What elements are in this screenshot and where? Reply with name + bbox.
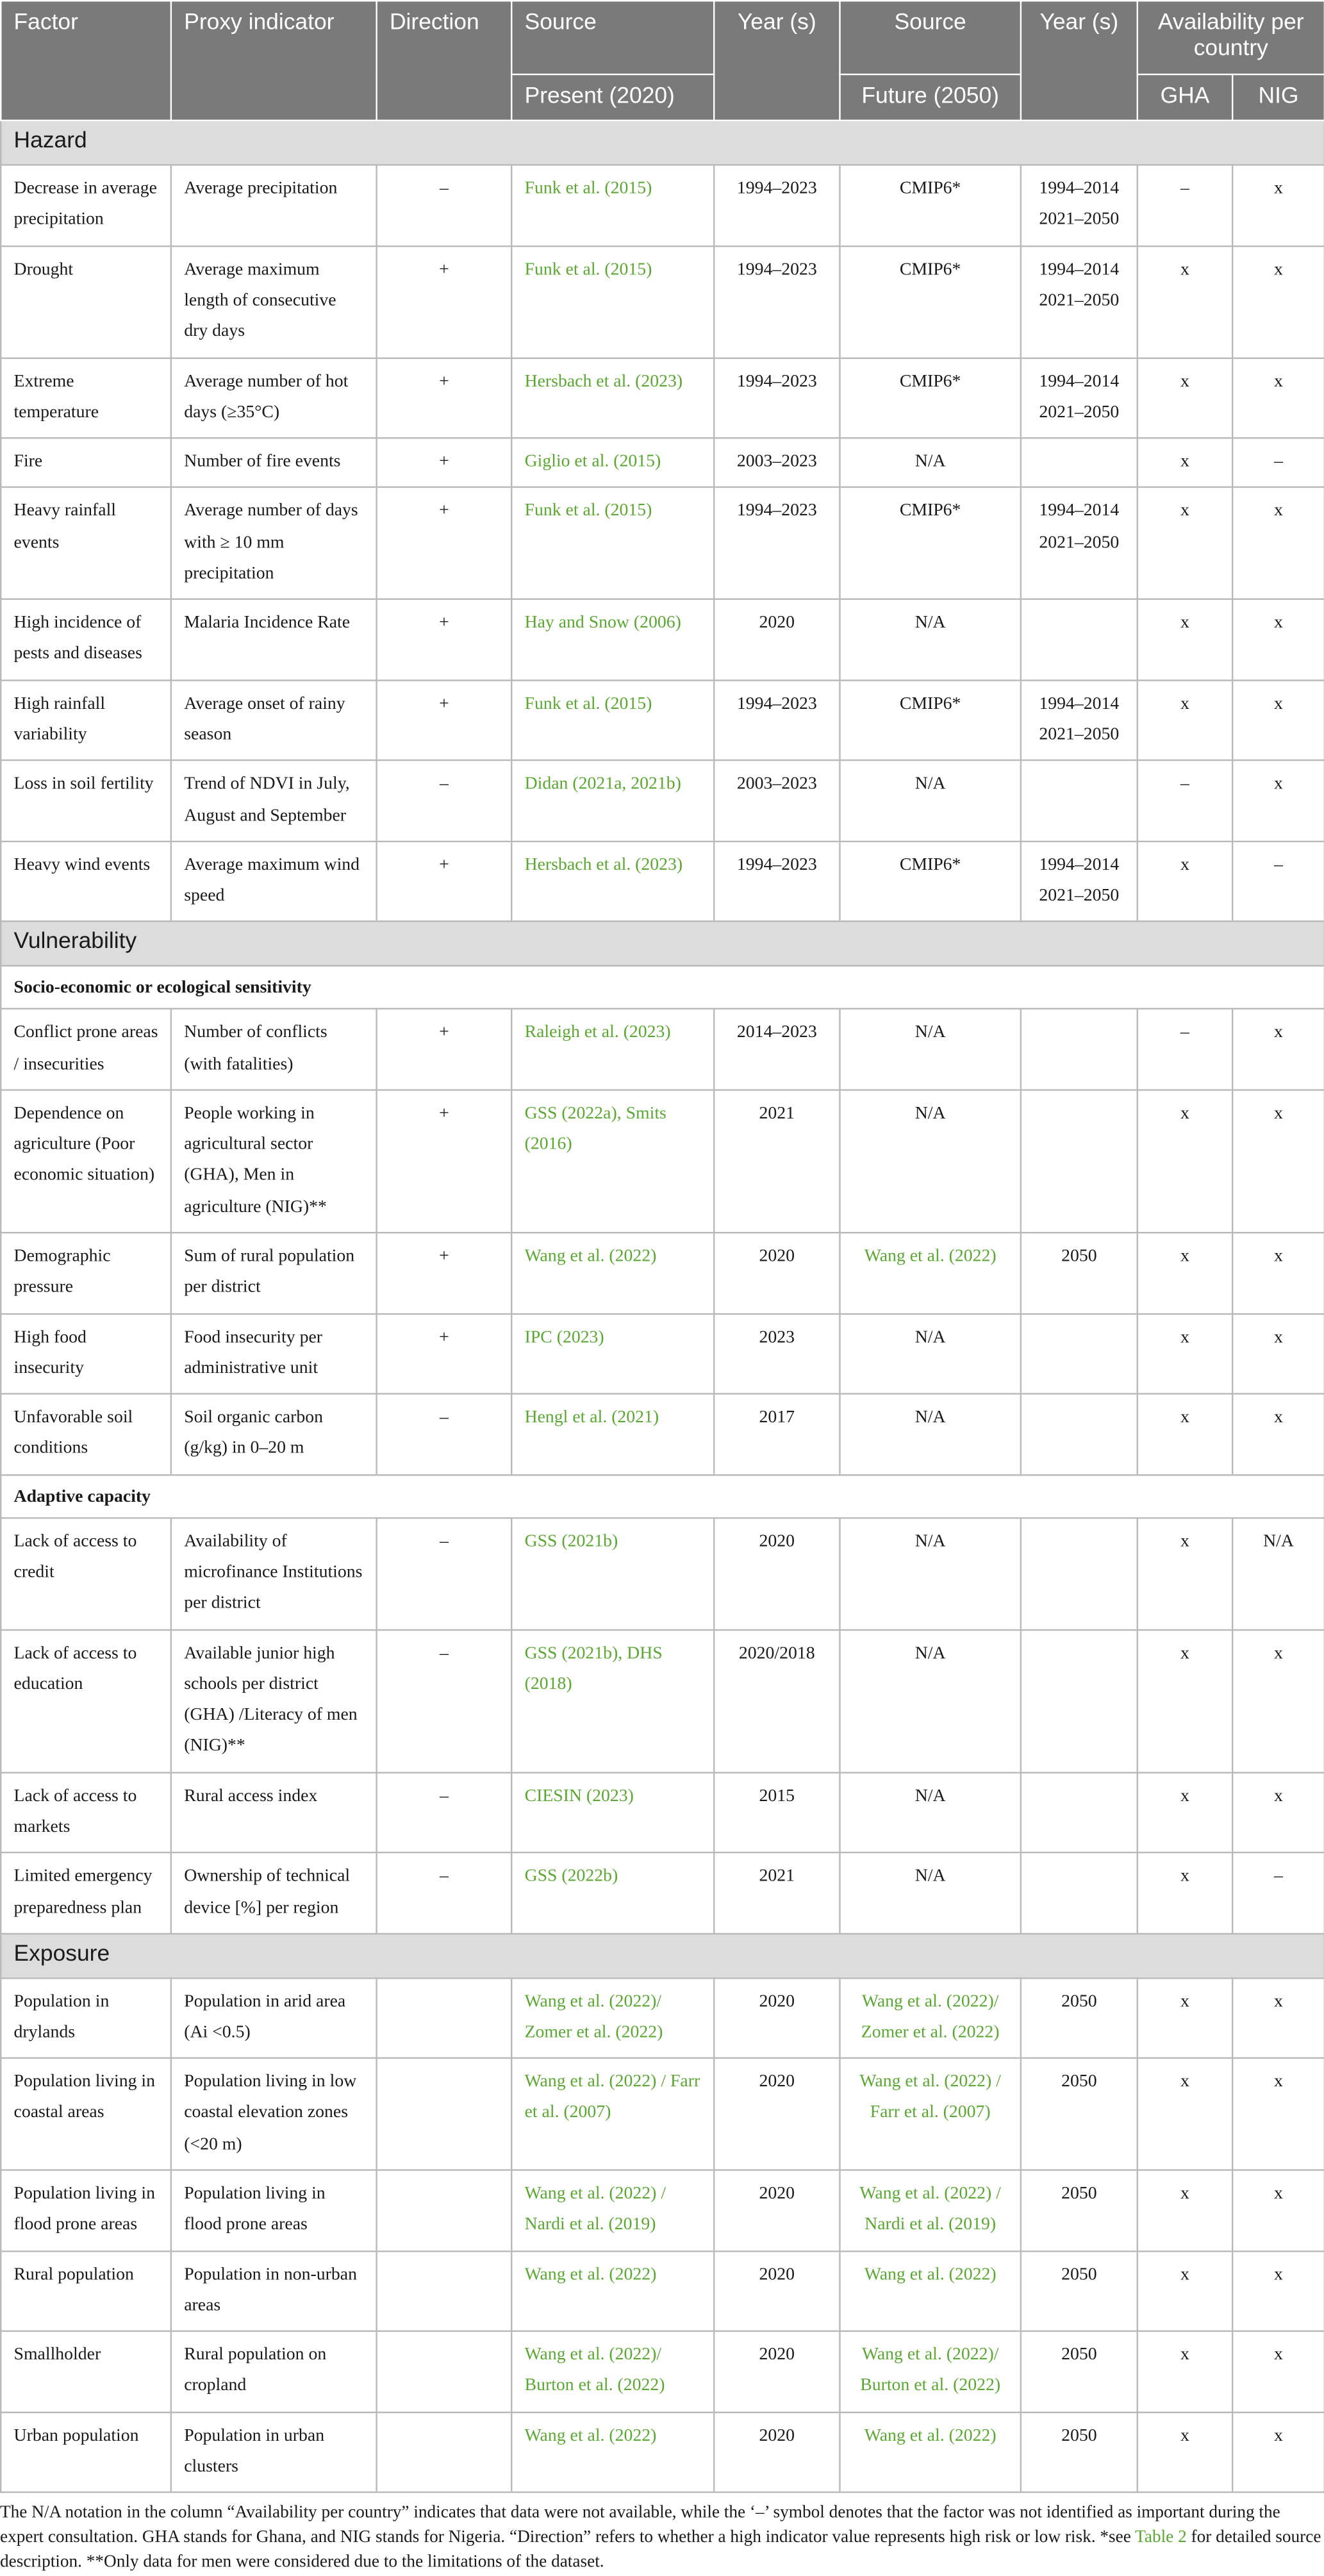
cell-nig: x [1232, 680, 1324, 761]
header-proxy: Proxy indicator [171, 1, 377, 121]
cell-source-future: N/A [840, 1629, 1020, 1772]
cell-nig: x [1232, 1394, 1324, 1475]
cell-source-present: Wang et al. (2022)/ Burton et al. (2022) [511, 2331, 714, 2412]
cell-nig: x [1232, 1629, 1324, 1772]
header-year-future: Year (s) [1021, 1, 1138, 121]
cell-year-present: 1994–2023 [714, 165, 840, 246]
cell-proxy: Population in urban clusters [171, 2412, 377, 2493]
cell-proxy: Trend of NDVI in July, August and September [171, 761, 377, 842]
subsection-row [1, 1474, 1324, 1517]
table-row [1, 1977, 1324, 2058]
cell-source-future: CMIP6* [840, 165, 1020, 246]
cell-nig: x [1232, 2058, 1324, 2170]
cell-nig: x [1232, 1090, 1324, 1233]
cell-source-future: N/A [840, 1313, 1020, 1394]
footnote-text: The N/A notation in the column “Availability per country” indicates that data were not available, while the ‘–’ symbol denotes that the factor was not identified as important during the expert consultation. GHA stands for Ghana, and NIG stands for Nigeria. “Direction” refers to whether a high indicator value represents high risk or low risk. *see [0, 2504, 1280, 2547]
cell-factor: Heavy rainfall events [1, 488, 171, 599]
cell-source-present: Didan (2021a, 2021b) [511, 761, 714, 842]
table-header [1, 1, 1324, 121]
header-year-present: Year (s) [714, 1, 840, 121]
cell-factor: Conflict prone areas / insecurities [1, 1009, 171, 1090]
cell-gha: x [1138, 358, 1232, 438]
cell-factor: Unfavorable soil conditions [1, 1394, 171, 1475]
cell-year-present: 2021 [714, 1090, 840, 1233]
cell-nig: x [1232, 165, 1324, 246]
cell-proxy: Population living in flood prone areas [171, 2170, 377, 2250]
cell-year-future: 1994–2014 2021–2050 [1021, 842, 1138, 922]
cell-direction: – [377, 1629, 512, 1772]
table-row [1, 2250, 1324, 2331]
cell-year-future: 2050 [1021, 2058, 1138, 2170]
cell-year-present: 2021 [714, 1853, 840, 1934]
cell-source-present: Wang et al. (2022) / Nardi et al. (2019) [511, 2170, 714, 2250]
section-row [1, 922, 1324, 966]
cell-proxy: Average maximum length of consecutive dry days [171, 245, 377, 357]
cell-factor: Population living in coastal areas [1, 2058, 171, 2170]
cell-direction: – [377, 1518, 512, 1629]
cell-nig: x [1232, 245, 1324, 357]
cell-year-present: 2020 [714, 2250, 840, 2331]
table-row [1, 680, 1324, 761]
table-row [1, 761, 1324, 842]
cell-year-present: 2020 [714, 1518, 840, 1629]
cell-year-future [1021, 599, 1138, 680]
cell-proxy: Average number of days with ≥ 10 mm precipitation [171, 488, 377, 599]
table-row [1, 1629, 1324, 1772]
cell-year-future [1021, 1772, 1138, 1853]
subsection-row [1, 966, 1324, 1009]
cell-year-future [1021, 1313, 1138, 1394]
cell-source-future: Wang et al. (2022)/ Burton et al. (2022) [840, 2331, 1020, 2412]
cell-gha: x [1138, 2170, 1232, 2250]
cell-year-present: 2014–2023 [714, 1009, 840, 1090]
cell-year-present: 2023 [714, 1313, 840, 1394]
subsection-title: Socio-economic or ecological sensitivity [1, 966, 1324, 1009]
cell-source-present: Hengl et al. (2021) [511, 1394, 714, 1475]
cell-proxy: Average number of hot days (≥35°C) [171, 358, 377, 438]
cell-source-future: CMIP6* [840, 358, 1020, 438]
cell-nig: x [1232, 2170, 1324, 2250]
footnote-text-end: for detailed source description. **Only data for men were considered due to the limitations of the dataset. [0, 2528, 1321, 2572]
cell-year-present: 2003–2023 [714, 761, 840, 842]
cell-gha: x [1138, 680, 1232, 761]
cell-nig: x [1232, 1772, 1324, 1853]
cell-direction: + [377, 438, 512, 488]
cell-source-future: N/A [840, 599, 1020, 680]
cell-proxy: Availability of microfinance Institutions per district [171, 1518, 377, 1629]
cell-nig: x [1232, 1313, 1324, 1394]
cell-proxy: Sum of rural population per district [171, 1233, 377, 1313]
cell-factor: Lack of access to markets [1, 1772, 171, 1853]
cell-factor: High food insecurity [1, 1313, 171, 1394]
cell-source-present: Hay and Snow (2006) [511, 599, 714, 680]
table-row [1, 1518, 1324, 1629]
table-row [1, 1090, 1324, 1233]
cell-nig: x [1232, 1009, 1324, 1090]
cell-gha: x [1138, 2331, 1232, 2412]
cell-nig: x [1232, 2331, 1324, 2412]
cell-year-present: 2020 [714, 599, 840, 680]
cell-year-future: 2050 [1021, 1233, 1138, 1313]
cell-source-future: N/A [840, 1772, 1020, 1853]
cell-source-present: Wang et al. (2022)/ Zomer et al. (2022) [511, 1977, 714, 2058]
cell-year-future [1021, 1090, 1138, 1233]
cell-gha: x [1138, 599, 1232, 680]
cell-direction: + [377, 358, 512, 438]
cell-factor: Population in drylands [1, 1977, 171, 2058]
cell-year-future [1021, 1629, 1138, 1772]
cell-year-present: 2020 [714, 1977, 840, 2058]
cell-source-future: CMIP6* [840, 680, 1020, 761]
cell-source-present: GSS (2022a), Smits (2016) [511, 1090, 714, 1233]
cell-year-future [1021, 1518, 1138, 1629]
cell-factor: High rainfall variability [1, 680, 171, 761]
header-availability: Availability per country [1138, 1, 1324, 74]
cell-proxy: People working in agricultural sector (GHA), Men in agriculture (NIG)** [171, 1090, 377, 1233]
cell-gha: x [1138, 1977, 1232, 2058]
cell-nig: x [1232, 358, 1324, 438]
cell-year-present: 1994–2023 [714, 842, 840, 922]
table-row [1, 1313, 1324, 1394]
cell-gha: x [1138, 1853, 1232, 1934]
header-source-present: Source [511, 1, 714, 74]
header-gha: GHA [1138, 74, 1232, 121]
cell-year-future: 2050 [1021, 2331, 1138, 2412]
cell-source-present: GSS (2021b) [511, 1518, 714, 1629]
cell-direction: + [377, 1090, 512, 1233]
cell-source-future: Wang et al. (2022) / Farr et al. (2007) [840, 2058, 1020, 2170]
cell-direction: + [377, 599, 512, 680]
cell-source-present: Hersbach et al. (2023) [511, 358, 714, 438]
cell-factor: Lack of access to education [1, 1629, 171, 1772]
cell-direction: + [377, 1233, 512, 1313]
cell-nig: x [1232, 599, 1324, 680]
table-row [1, 1394, 1324, 1475]
cell-factor: Limited emergency preparedness plan [1, 1853, 171, 1934]
cell-factor: Demographic pressure [1, 1233, 171, 1313]
cell-source-present: CIESIN (2023) [511, 1772, 714, 1853]
cell-gha: x [1138, 2250, 1232, 2331]
table-body [1, 121, 1324, 2493]
cell-direction: – [377, 761, 512, 842]
cell-gha: – [1138, 761, 1232, 842]
cell-source-present: Wang et al. (2022) [511, 2412, 714, 2493]
cell-year-future: 2050 [1021, 1977, 1138, 2058]
section-title: Vulnerability [1, 922, 1324, 966]
cell-factor: Drought [1, 245, 171, 357]
cell-source-present: Raleigh et al. (2023) [511, 1009, 714, 1090]
cell-gha: x [1138, 438, 1232, 488]
cell-source-future: Wang et al. (2022) [840, 2412, 1020, 2493]
footnote-table-link[interactable]: Table 2 [1135, 2528, 1187, 2547]
cell-direction: + [377, 1313, 512, 1394]
cell-year-future: 1994–2014 2021–2050 [1021, 680, 1138, 761]
cell-nig: – [1232, 438, 1324, 488]
cell-year-present: 1994–2023 [714, 680, 840, 761]
table-row [1, 1853, 1324, 1934]
cell-source-present: Wang et al. (2022) [511, 1233, 714, 1313]
cell-year-future: 2050 [1021, 2412, 1138, 2493]
cell-year-present: 1994–2023 [714, 358, 840, 438]
cell-direction [377, 2412, 512, 2493]
cell-source-future: Wang et al. (2022)/ Zomer et al. (2022) [840, 1977, 1020, 2058]
cell-year-present: 1994–2023 [714, 245, 840, 357]
cell-gha: x [1138, 1313, 1232, 1394]
cell-source-present: Funk et al. (2015) [511, 488, 714, 599]
header-source-future: Source [840, 1, 1020, 74]
cell-year-present: 2020/2018 [714, 1629, 840, 1772]
cell-proxy: Ownership of technical device [%] per region [171, 1853, 377, 1934]
cell-direction [377, 2331, 512, 2412]
cell-direction [377, 2058, 512, 2170]
table-row [1, 358, 1324, 438]
table-row [1, 2170, 1324, 2250]
cell-source-present: Giglio et al. (2015) [511, 438, 714, 488]
cell-gha: – [1138, 165, 1232, 246]
cell-direction [377, 1977, 512, 2058]
cell-proxy: Average onset of rainy season [171, 680, 377, 761]
cell-gha: x [1138, 842, 1232, 922]
cell-proxy: Rural access index [171, 1772, 377, 1853]
cell-nig: x [1232, 2250, 1324, 2331]
table-row [1, 842, 1324, 922]
cell-source-future: Wang et al. (2022) [840, 1233, 1020, 1313]
table-row [1, 488, 1324, 599]
table-row [1, 245, 1324, 357]
cell-proxy: Number of conflicts (with fatalities) [171, 1009, 377, 1090]
cell-source-future: N/A [840, 1090, 1020, 1233]
cell-source-present: Wang et al. (2022) / Farr et al. (2007) [511, 2058, 714, 2170]
cell-direction: – [377, 1772, 512, 1853]
section-row [1, 121, 1324, 165]
cell-gha: x [1138, 2412, 1232, 2493]
cell-factor: Heavy wind events [1, 842, 171, 922]
cell-source-future: N/A [840, 1394, 1020, 1475]
cell-year-present: 1994–2023 [714, 488, 840, 599]
cell-factor: Rural population [1, 2250, 171, 2331]
header-present: Present (2020) [511, 74, 714, 121]
cell-year-future: 1994–2014 2021–2050 [1021, 245, 1138, 357]
cell-gha: x [1138, 1090, 1232, 1233]
cell-source-future: CMIP6* [840, 245, 1020, 357]
cell-year-future [1021, 1853, 1138, 1934]
cell-source-future: N/A [840, 1009, 1020, 1090]
cell-proxy: Average precipitation [171, 165, 377, 246]
table-row [1, 1233, 1324, 1313]
cell-year-future: 1994–2014 2021–2050 [1021, 165, 1138, 246]
cell-factor: High incidence of pests and diseases [1, 599, 171, 680]
cell-nig: x [1232, 1977, 1324, 2058]
cell-nig: x [1232, 2412, 1324, 2493]
cell-year-future: 2050 [1021, 2170, 1138, 2250]
cell-year-future [1021, 438, 1138, 488]
cell-year-present: 2003–2023 [714, 438, 840, 488]
cell-source-present: Wang et al. (2022) [511, 2250, 714, 2331]
cell-proxy: Population in non-urban areas [171, 2250, 377, 2331]
cell-source-present: GSS (2022b) [511, 1853, 714, 1934]
cell-year-present: 2015 [714, 1772, 840, 1853]
cell-nig: x [1232, 488, 1324, 599]
cell-source-future: N/A [840, 1853, 1020, 1934]
cell-source-present: GSS (2021b), DHS (2018) [511, 1629, 714, 1772]
cell-factor: Population living in flood prone areas [1, 2170, 171, 2250]
cell-direction [377, 2250, 512, 2331]
cell-source-future: N/A [840, 438, 1020, 488]
cell-proxy: Malaria Incidence Rate [171, 599, 377, 680]
section-row [1, 1934, 1324, 1978]
cell-source-future: CMIP6* [840, 842, 1020, 922]
table-row [1, 2058, 1324, 2170]
cell-source-present: Funk et al. (2015) [511, 165, 714, 246]
cell-factor: Fire [1, 438, 171, 488]
cell-gha: x [1138, 245, 1232, 357]
cell-proxy: Number of fire events [171, 438, 377, 488]
table-footnote [0, 2493, 1324, 2576]
cell-gha: x [1138, 2058, 1232, 2170]
cell-year-future [1021, 1394, 1138, 1475]
cell-source-future: Wang et al. (2022) [840, 2250, 1020, 2331]
cell-direction: + [377, 488, 512, 599]
cell-gha: x [1138, 1629, 1232, 1772]
cell-proxy: Population in arid area (Ai <0.5) [171, 1977, 377, 2058]
cell-year-present: 2020 [714, 2331, 840, 2412]
cell-direction: + [377, 1009, 512, 1090]
cell-factor: Urban population [1, 2412, 171, 2493]
cell-source-present: Funk et al. (2015) [511, 680, 714, 761]
table-row [1, 165, 1324, 246]
cell-year-present: 2020 [714, 1233, 840, 1313]
cell-proxy: Average maximum wind speed [171, 842, 377, 922]
cell-proxy: Soil organic carbon (g/kg) in 0–20 m [171, 1394, 377, 1475]
cell-factor: Lack of access to credit [1, 1518, 171, 1629]
cell-direction: + [377, 245, 512, 357]
cell-gha: x [1138, 488, 1232, 599]
cell-gha: x [1138, 1518, 1232, 1629]
cell-factor: Decrease in average precipitation [1, 165, 171, 246]
table-row [1, 2412, 1324, 2493]
header-future: Future (2050) [840, 74, 1020, 121]
cell-year-present: 2020 [714, 2058, 840, 2170]
cell-direction: – [377, 1853, 512, 1934]
cell-year-present: 2017 [714, 1394, 840, 1475]
cell-source-future: CMIP6* [840, 488, 1020, 599]
cell-gha: – [1138, 1009, 1232, 1090]
header-direction: Direction [377, 1, 512, 121]
cell-source-present: Hersbach et al. (2023) [511, 842, 714, 922]
cell-source-future: N/A [840, 761, 1020, 842]
cell-source-present: IPC (2023) [511, 1313, 714, 1394]
cell-nig: x [1232, 1233, 1324, 1313]
cell-direction: + [377, 680, 512, 761]
cell-source-future: N/A [840, 1518, 1020, 1629]
header-factor: Factor [1, 1, 171, 121]
cell-factor: Extreme temperature [1, 358, 171, 438]
cell-year-future [1021, 761, 1138, 842]
cell-gha: x [1138, 1394, 1232, 1475]
cell-proxy: Rural population on cropland [171, 2331, 377, 2412]
table-row [1, 2331, 1324, 2412]
cell-nig: – [1232, 842, 1324, 922]
cell-nig: – [1232, 1853, 1324, 1934]
table-row [1, 1772, 1324, 1853]
header-nig: NIG [1232, 74, 1324, 121]
cell-gha: x [1138, 1233, 1232, 1313]
table-row [1, 599, 1324, 680]
cell-year-future [1021, 1009, 1138, 1090]
cell-direction: + [377, 842, 512, 922]
cell-proxy: Food insecurity per administrative unit [171, 1313, 377, 1394]
cell-direction: – [377, 165, 512, 246]
table-row [1, 438, 1324, 488]
cell-proxy: Population living in low coastal elevation zones (<20 m) [171, 2058, 377, 2170]
cell-nig: N/A [1232, 1518, 1324, 1629]
cell-year-future: 1994–2014 2021–2050 [1021, 358, 1138, 438]
cell-source-future: Wang et al. (2022) / Nardi et al. (2019) [840, 2170, 1020, 2250]
cell-year-future: 1994–2014 2021–2050 [1021, 488, 1138, 599]
cell-factor: Dependence on agriculture (Poor economic situation) [1, 1090, 171, 1233]
cell-source-present: Funk et al. (2015) [511, 245, 714, 357]
cell-year-present: 2020 [714, 2170, 840, 2250]
cell-year-present: 2020 [714, 2412, 840, 2493]
cell-factor: Loss in soil fertility [1, 761, 171, 842]
cell-direction [377, 2170, 512, 2250]
section-title: Exposure [1, 1934, 1324, 1978]
cell-direction: – [377, 1394, 512, 1475]
section-title: Hazard [1, 121, 1324, 165]
cell-factor: Smallholder [1, 2331, 171, 2412]
cell-proxy: Available junior high schools per district (GHA) /Literacy of men (NIG)** [171, 1629, 377, 1772]
subsection-title: Adaptive capacity [1, 1474, 1324, 1517]
cell-gha: x [1138, 1772, 1232, 1853]
cell-year-future: 2050 [1021, 2250, 1138, 2331]
cell-nig: x [1232, 761, 1324, 842]
table-row [1, 1009, 1324, 1090]
